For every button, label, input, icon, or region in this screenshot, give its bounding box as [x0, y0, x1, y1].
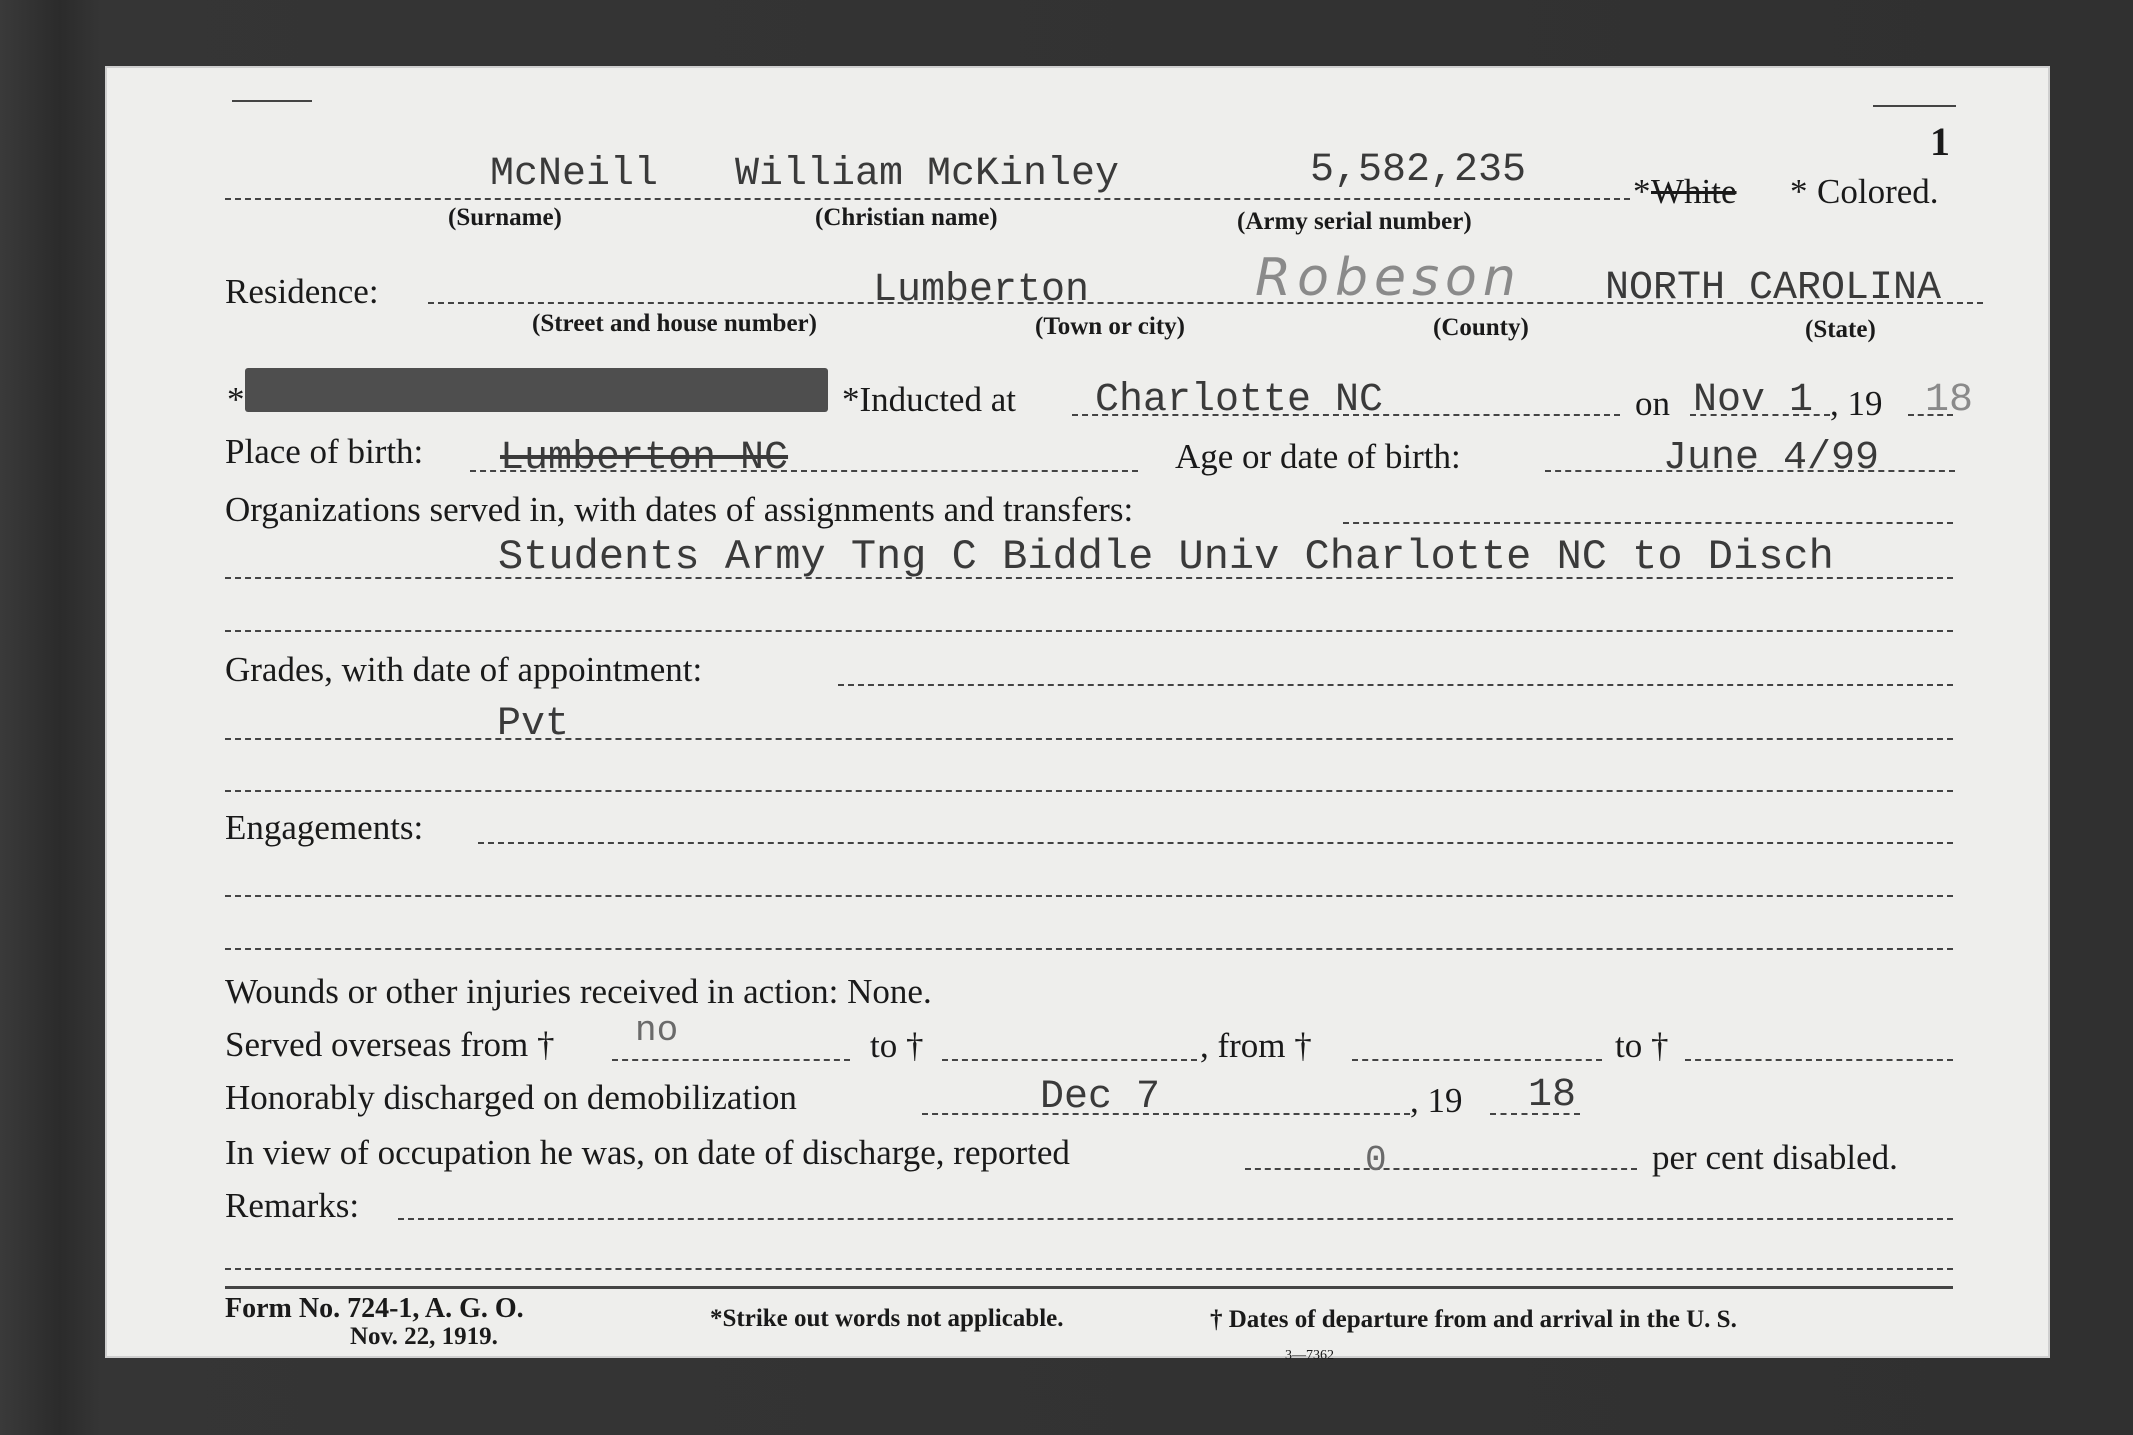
- engagements-line-2: [225, 948, 1953, 950]
- place-of-birth-label: Place of birth:: [225, 432, 424, 471]
- overseas-label: Served overseas from †: [225, 1025, 555, 1064]
- disability-suffix: per cent disabled.: [1652, 1138, 1898, 1177]
- wounds-label: Wounds or other injuries received in action: None.: [225, 972, 932, 1011]
- place-of-birth-value: Lumberton NC: [500, 436, 789, 481]
- discharge-year: 18: [1528, 1073, 1577, 1118]
- remarks-label: Remarks:: [225, 1186, 360, 1225]
- overseas-to-line-2: [1685, 1059, 1953, 1061]
- redaction-asterisk: *: [227, 380, 245, 419]
- engagements-label: Engagements:: [225, 808, 424, 847]
- serial-number-value: 5,582,235: [1310, 148, 1527, 193]
- remarks-line-1: [225, 1268, 1953, 1270]
- discharge-date-line: [922, 1113, 1410, 1115]
- top-right-rule: [1873, 105, 1956, 107]
- remarks-line-0: [398, 1218, 1953, 1220]
- grade-value: Pvt: [497, 702, 570, 747]
- discharge-label: Honorably discharged on demobilization: [225, 1078, 797, 1117]
- top-left-rule: [232, 100, 312, 102]
- grades-line-2: [225, 790, 1953, 792]
- birth-date-value: June 4/99: [1663, 436, 1880, 481]
- engagements-line-0: [478, 842, 1953, 844]
- overseas-from-line-2: [1352, 1059, 1602, 1061]
- induction-year-prefix: , 19: [1830, 384, 1883, 423]
- serial-number-caption: (Army serial number): [1237, 208, 1472, 235]
- state-caption: (State): [1805, 316, 1876, 343]
- organizations-value: Students Army Tng C Biddle Univ Charlotte NC to Disch: [498, 533, 1834, 581]
- footer-rule: [225, 1286, 1953, 1289]
- residence-county: Robeson: [1255, 248, 1522, 308]
- surname-caption: (Surname): [448, 204, 562, 231]
- race-colored: Colored.: [1817, 172, 1939, 211]
- inducted-at-label: *Inducted at: [842, 380, 1016, 419]
- race-asterisk-1: *: [1633, 172, 1651, 211]
- town-caption: (Town or city): [1035, 313, 1185, 340]
- overseas-from-line: [612, 1059, 850, 1061]
- dates-note: † Dates of departure from and arrival in the U. S.: [1210, 1306, 1737, 1333]
- form-date: Nov. 22, 1919.: [350, 1323, 498, 1350]
- surname-value: McNeill: [490, 152, 659, 197]
- induction-year: 18: [1925, 378, 1974, 423]
- strike-note: *Strike out words not applicable.: [710, 1305, 1064, 1332]
- overseas-to-label-1: to †: [870, 1026, 924, 1065]
- overseas-from-value: no: [635, 1010, 679, 1051]
- engagements-line-1: [225, 895, 1953, 897]
- disability-line: [1245, 1168, 1637, 1170]
- organizations-line-0: [1343, 522, 1953, 524]
- overseas-to-label-2: to †: [1615, 1026, 1669, 1065]
- form-number: Form No. 724-1, A. G. O.: [225, 1293, 524, 1324]
- name-line: [225, 198, 1630, 200]
- induction-on-label: on: [1635, 384, 1670, 423]
- print-code: 3—7362: [1285, 1348, 1334, 1363]
- age-label: Age or date of birth:: [1175, 437, 1461, 476]
- grades-line-0: [838, 684, 1953, 686]
- induction-date: Nov 1: [1693, 378, 1814, 423]
- redaction-bar: [245, 368, 828, 412]
- overseas-to-line-1: [942, 1059, 1197, 1061]
- race-asterisk-2: *: [1790, 172, 1808, 211]
- residence-town: Lumberton: [873, 268, 1090, 313]
- disability-label: In view of occupation he was, on date of discharge, reported: [225, 1133, 1070, 1172]
- street-caption: (Street and house number): [532, 310, 817, 337]
- discharge-year-prefix: , 19: [1410, 1081, 1463, 1120]
- organizations-line-2: [225, 630, 1953, 632]
- discharge-date: Dec 7: [1040, 1075, 1161, 1120]
- card-number: 1: [1930, 119, 1950, 164]
- residence-label: Residence:: [225, 272, 379, 311]
- organizations-label: Organizations served in, with dates of assignments and transfers:: [225, 490, 1134, 529]
- race-white: White: [1651, 172, 1737, 211]
- christian-name-value: William McKinley: [735, 152, 1120, 197]
- grades-line-1: [225, 738, 1953, 740]
- county-caption: (County): [1433, 314, 1529, 341]
- inducted-place: Charlotte NC: [1095, 378, 1384, 423]
- christian-name-caption: (Christian name): [815, 204, 998, 231]
- overseas-from-label-2: , from †: [1200, 1026, 1312, 1065]
- residence-state: NORTH CAROLINA: [1605, 266, 1942, 311]
- disability-value: 0: [1365, 1140, 1387, 1181]
- grades-label: Grades, with date of appointment:: [225, 650, 703, 689]
